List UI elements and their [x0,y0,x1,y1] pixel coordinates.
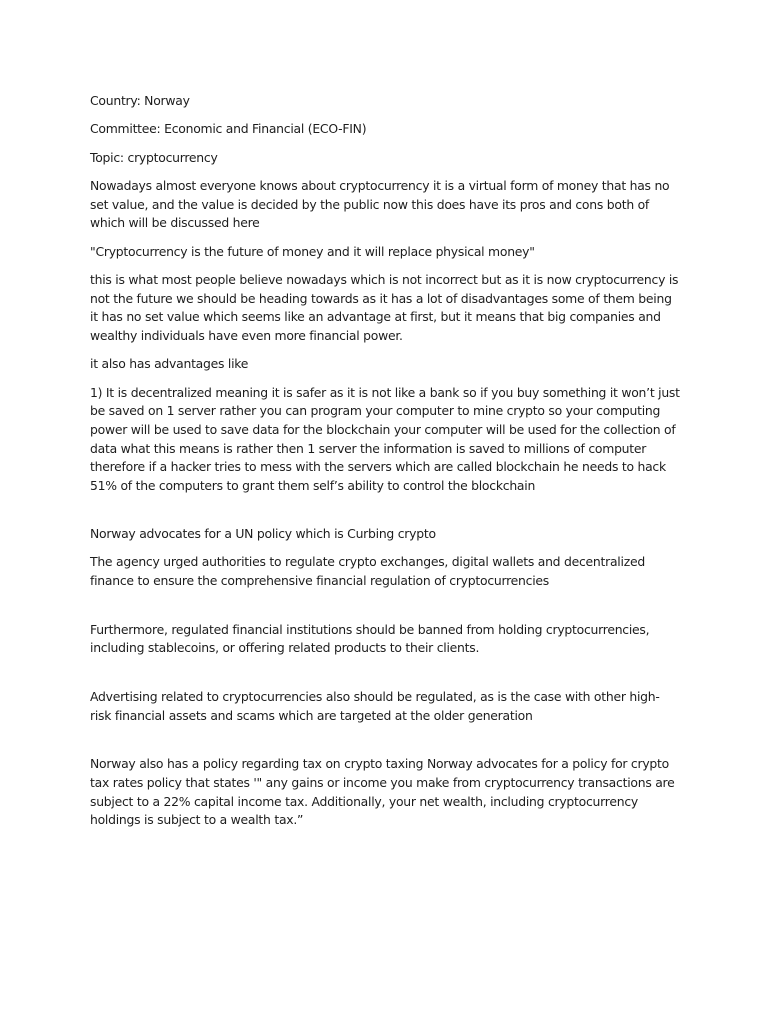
regulation-paragraph: The agency urged authorities to regulate crypto exchanges, digital wallets and decentralized finance to ensure the comprehensive financial regulation of cryptocurrencies [90,554,645,588]
intro-paragraph: Nowadays almost everyone knows about cryptocurrency it is a virtual form of money that has no set value, and the value is decided by the public now this does have its pros and cons both of which will be discussed here [90,177,670,231]
disadvantages-paragraph: this is what most people believe nowadays which is not incorrect but as it is now cryptocurrency is not the future we should be heading towards as it has a lot of disadvantages some of them being it has no set value which seems like an advantage at first, but it means that big companies and wealthy individuals have even more financial power. [90,271,679,343]
topic-line: Topic: cryptocurrency [90,149,218,165]
advertising-paragraph: Advertising related to cryptocurrencies also should be regulated, as is the case with other high-risk financial assets and scams which are targeted at the older generation [90,688,660,723]
advantage-item-1: 1) It is decentralized meaning it is safer as it is not like a bank so if you buy something it won’t just be saved on 1 server rather you can program your computer to mine crypto so your computing power will be used to save data for the blockchain your computer will be used for the collection of data what this means is rather then 1 server the information is saved to millions of computer therefore if a hacker tries to mess with the servers which are called blockchain he needs to hack 51% of the computers to grant them self’s ability to control the blockchain [90,384,680,494]
country-line: Country: Norway [90,93,190,108]
committee-line: Committee: Economic and Financial (ECO-FIN) [90,121,367,137]
un-policy-heading: Norway advocates for a UN policy which is Curbing crypto [90,525,436,541]
advantages-intro: it also has advantages like [90,356,249,372]
quote-paragraph: "Cryptocurrency is the future of money and it will replace physical money" [90,243,535,259]
ban-paragraph: Furthermore, regulated financial institutions should be banned from holding cryptocurrencies, including stablecoins, or offering related products to their clients. [90,621,650,656]
document-body [90,92,680,840]
tax-paragraph: Norway also has a policy regarding tax on crypto taxing Norway advocates for a policy for crypto tax rates policy that states '" any gains or income you make from cryptocurrency transactions are subject to a 22% capital income tax. Additionally, your net wealth, including cryptocurrency holdings is subject to a wealth tax.” [90,756,675,828]
